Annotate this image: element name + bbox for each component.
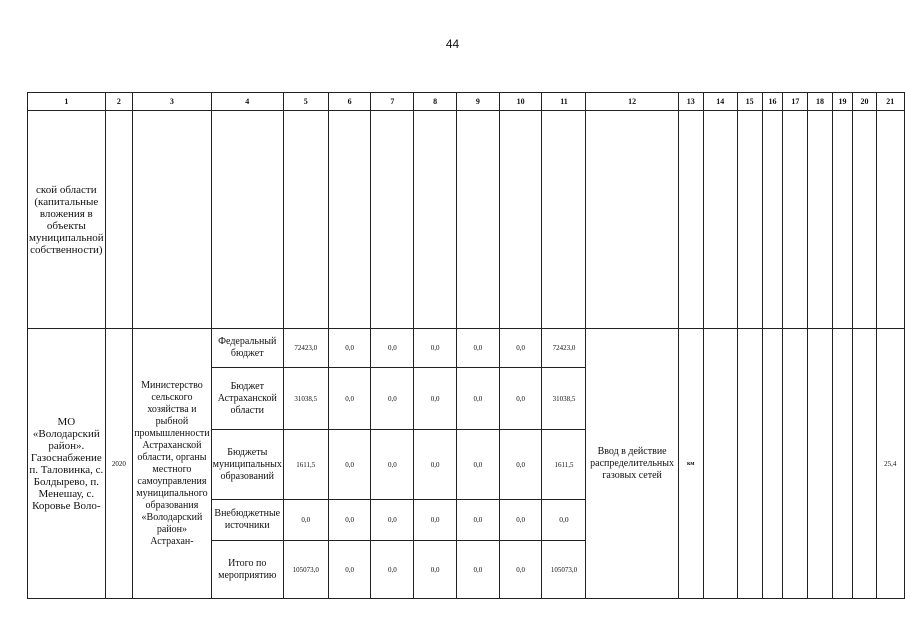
funding-value: 0,0 xyxy=(328,368,371,430)
col-number: 6 xyxy=(328,93,371,111)
funding-source-label: Итого по мероприятию xyxy=(211,541,283,599)
funding-value: 0,0 xyxy=(371,541,414,599)
empty-cell xyxy=(586,111,678,329)
empty-cell xyxy=(783,111,808,329)
col-number: 1 xyxy=(28,93,106,111)
funding-value: 1611,5 xyxy=(542,430,586,500)
empty-cell xyxy=(737,111,762,329)
measure-name: МО «Володарский район». Газоснабжение п. Таловинка, с. Болдырево, п. Менешау, с. Коровье Воло- xyxy=(28,329,106,599)
measure-year: 2020 xyxy=(105,329,133,599)
source-row-federal xyxy=(28,329,905,368)
funding-value: 72423,0 xyxy=(542,329,586,368)
funding-value: 0,0 xyxy=(371,329,414,368)
funding-value: 72423,0 xyxy=(283,329,328,368)
funding-value: 0,0 xyxy=(328,430,371,500)
funding-value: 0,0 xyxy=(456,500,499,541)
empty-cell xyxy=(283,111,328,329)
empty-cell xyxy=(414,111,457,329)
col-number: 12 xyxy=(586,93,678,111)
empty-cell xyxy=(456,111,499,329)
empty-cell xyxy=(808,111,832,329)
empty-cell xyxy=(762,329,783,599)
funding-value: 105073,0 xyxy=(283,541,328,599)
empty-cell xyxy=(737,329,762,599)
col-number: 9 xyxy=(456,93,499,111)
funding-value: 0,0 xyxy=(414,329,457,368)
funding-value: 0,0 xyxy=(499,500,542,541)
funding-value: 0,0 xyxy=(328,500,371,541)
col-number: 13 xyxy=(678,93,703,111)
empty-cell xyxy=(499,111,542,329)
indicator-value: 25,4 xyxy=(876,329,904,599)
funding-value: 0,0 xyxy=(414,430,457,500)
funding-source-label: Бюджеты муниципальных образований xyxy=(211,430,283,500)
col-number: 18 xyxy=(808,93,832,111)
col-number: 16 xyxy=(762,93,783,111)
empty-cell xyxy=(542,111,586,329)
col-number: 7 xyxy=(371,93,414,111)
col-number: 5 xyxy=(283,93,328,111)
responsible-executor: Министерство сельского хозяйства и рыбной промышленности Астраханской области, органы местного самоуправления муниципального образования «Володарский район» Астрахан- xyxy=(133,329,211,599)
funding-source-label: Бюджет Астраханской области xyxy=(211,368,283,430)
empty-cell xyxy=(832,111,853,329)
col-number: 2 xyxy=(105,93,133,111)
empty-cell xyxy=(808,329,832,599)
funding-value: 0,0 xyxy=(414,500,457,541)
funding-value: 0,0 xyxy=(456,430,499,500)
col-number: 15 xyxy=(737,93,762,111)
empty-cell xyxy=(328,111,371,329)
funding-value: 0,0 xyxy=(499,368,542,430)
indicator-name: Ввод в действие распределительных газовых сетей xyxy=(586,329,678,599)
funding-value: 0,0 xyxy=(456,329,499,368)
funding-value: 1611,5 xyxy=(283,430,328,500)
funding-value: 0,0 xyxy=(283,500,328,541)
empty-cell xyxy=(133,111,211,329)
column-number-row xyxy=(28,93,905,111)
continued-measure-name: ской области (капитальные вложения в объекты муниципальной собственности) xyxy=(28,111,106,329)
funding-value: 31038,5 xyxy=(542,368,586,430)
funding-value: 0,0 xyxy=(499,430,542,500)
empty-cell xyxy=(703,111,737,329)
funding-value: 0,0 xyxy=(542,500,586,541)
empty-cell xyxy=(703,329,737,599)
empty-cell xyxy=(211,111,283,329)
program-table xyxy=(27,92,905,599)
funding-value: 0,0 xyxy=(371,430,414,500)
col-number: 8 xyxy=(414,93,457,111)
empty-cell xyxy=(105,111,133,329)
empty-cell xyxy=(371,111,414,329)
funding-value: 0,0 xyxy=(499,541,542,599)
funding-value: 31038,5 xyxy=(283,368,328,430)
funding-value: 0,0 xyxy=(371,500,414,541)
col-number: 17 xyxy=(783,93,808,111)
col-number: 11 xyxy=(542,93,586,111)
continuation-row xyxy=(28,111,905,329)
col-number: 21 xyxy=(876,93,904,111)
funding-value: 105073,0 xyxy=(542,541,586,599)
funding-value: 0,0 xyxy=(456,541,499,599)
col-number: 20 xyxy=(853,93,876,111)
empty-cell xyxy=(876,111,904,329)
funding-source-label: Федеральный бюджет xyxy=(211,329,283,368)
page-number: 44 xyxy=(445,37,460,51)
col-number: 10 xyxy=(499,93,542,111)
col-number: 19 xyxy=(832,93,853,111)
funding-source-label: Внебюджетные источники xyxy=(211,500,283,541)
empty-cell xyxy=(762,111,783,329)
funding-value: 0,0 xyxy=(328,329,371,368)
empty-cell xyxy=(853,111,876,329)
funding-value: 0,0 xyxy=(499,329,542,368)
funding-value: 0,0 xyxy=(414,368,457,430)
col-number: 3 xyxy=(133,93,211,111)
col-number: 14 xyxy=(703,93,737,111)
empty-cell xyxy=(783,329,808,599)
funding-value: 0,0 xyxy=(456,368,499,430)
empty-cell xyxy=(832,329,853,599)
funding-value: 0,0 xyxy=(328,541,371,599)
empty-cell xyxy=(678,111,703,329)
funding-value: 0,0 xyxy=(414,541,457,599)
funding-value: 0,0 xyxy=(371,368,414,430)
indicator-unit: км xyxy=(678,329,703,599)
col-number: 4 xyxy=(211,93,283,111)
empty-cell xyxy=(853,329,876,599)
